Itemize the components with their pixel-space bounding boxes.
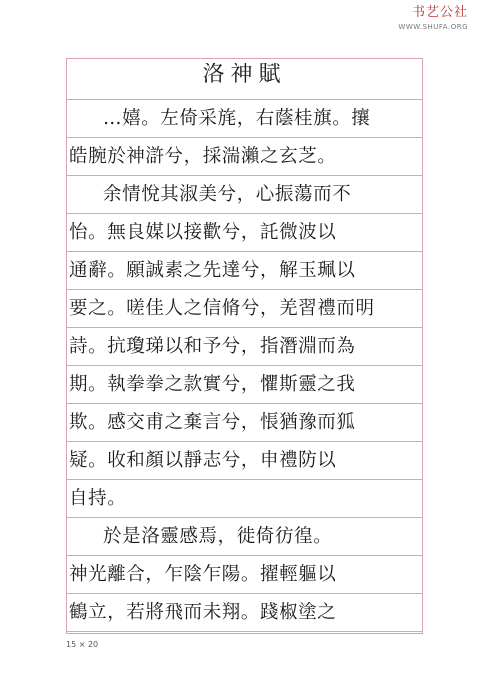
ruled-line [67, 289, 422, 290]
text-line: 期。執拳拳之款實兮，懼斯靈之我 [69, 374, 356, 395]
ruled-line [67, 365, 422, 366]
text-line: 神光離合，乍陰乍陽。擢輕軀以 [69, 564, 337, 585]
calligraphy-sheet [66, 58, 423, 634]
ruled-line [67, 555, 422, 556]
text-line: 於是洛靈感焉，徙倚彷徨。 [103, 526, 333, 547]
ruled-line [67, 403, 422, 404]
ruled-line [67, 631, 422, 632]
grid-size-label: 15 × 20 [66, 640, 99, 649]
text-line: 怡。無良媒以接歡兮，託微波以 [69, 222, 337, 243]
text-line: 疑。收和顏以靜志兮，申禮防以 [69, 450, 337, 471]
text-line: 自持。 [69, 488, 127, 509]
ruled-line [67, 251, 422, 252]
logo-mark [372, 4, 468, 22]
text-line: 欺。感交甫之棄言兮，悵猶豫而狐 [69, 412, 356, 433]
logo-url: WWW.SHUFA.ORG [398, 23, 468, 31]
ruled-line [67, 327, 422, 328]
ruled-line [67, 175, 422, 176]
text-line: 鶴立，若將飛而未翔。踐椒塗之 [69, 602, 337, 623]
text-line: 要之。嗟佳人之信脩兮，羌習禮而明 [69, 298, 375, 319]
text-line: 詩。抗瓊珶以和予兮，指潛淵而為 [69, 336, 356, 357]
ruled-line [67, 517, 422, 518]
ruled-line [67, 213, 422, 214]
ruled-line [67, 479, 422, 480]
text-line: 皓腕於神滸兮，採湍瀨之玄芝。 [69, 146, 337, 167]
ruled-line [67, 441, 422, 442]
text-line: 余情悅其淑美兮，心振蕩而不 [103, 184, 352, 205]
logo-seal-text: 书艺公社 [411, 5, 468, 20]
ruled-line [67, 137, 422, 138]
text-line: …嬉。左倚采旄，右蔭桂旗。攘 [103, 108, 371, 129]
ruled-line [67, 99, 422, 100]
site-logo [372, 4, 468, 40]
poem-title: 洛神賦 [202, 63, 287, 87]
ruled-line [67, 593, 422, 594]
text-line: 通辭。願誠素之先達兮，解玉珮以 [69, 260, 356, 281]
